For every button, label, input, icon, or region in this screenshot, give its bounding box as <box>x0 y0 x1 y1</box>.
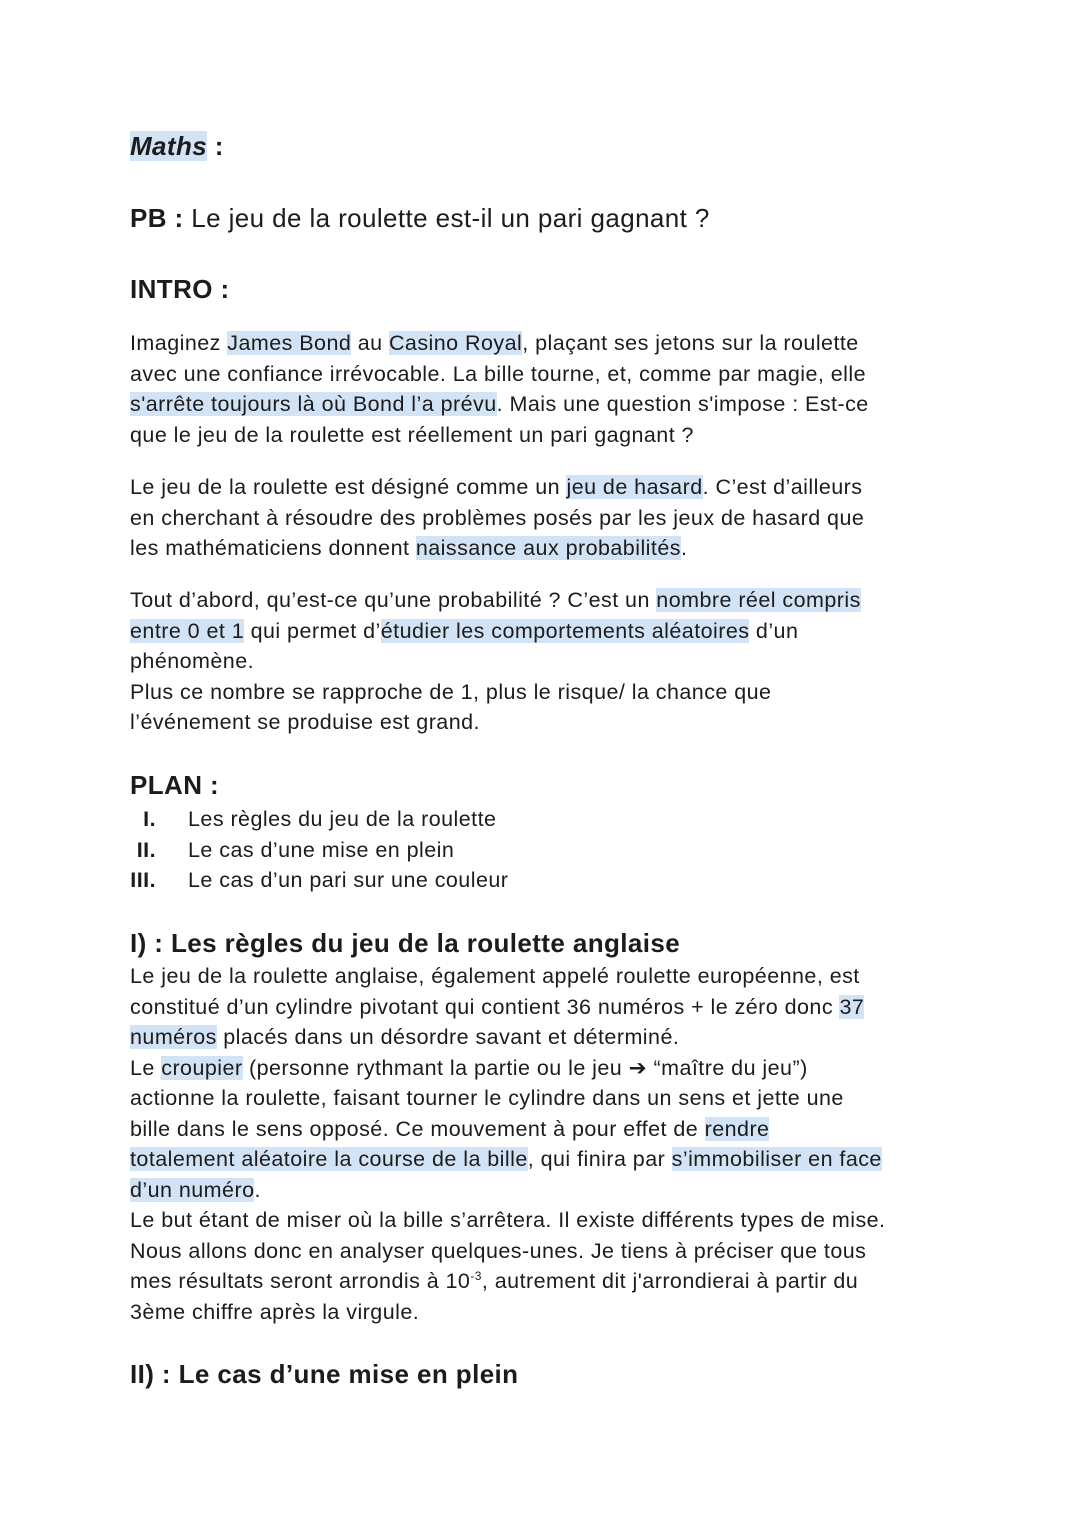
text-segment: (personne rythmant la partie ou le jeu ➔ “maître du jeu”) <box>242 1055 808 1080</box>
text-line <box>130 420 970 451</box>
highlighted-text: naissance aux probabilités <box>415 536 681 560</box>
text-segment: que le jeu de la roulette est réellement un pari gagnant ? <box>130 422 694 447</box>
text-segment: en cherchant à résoudre des problèmes posés par les jeux de hasard que <box>130 505 865 530</box>
text-segment: au <box>351 331 389 355</box>
highlighted-text: d’un numéro <box>130 1177 255 1202</box>
plan-item-number: III. <box>130 868 156 892</box>
highlighted-text: entre 0 et 1 <box>130 618 245 643</box>
text-line <box>130 359 970 390</box>
plan-item-label: Les règles du jeu de la roulette <box>188 807 497 831</box>
text-line <box>130 707 970 738</box>
highlighted-text: jeu de hasard <box>566 475 703 499</box>
pb-text: Le jeu de la roulette est-il un pari gagnant ? <box>183 203 710 233</box>
title-suffix: : <box>207 131 224 161</box>
highlighted-text: croupier <box>161 1055 243 1080</box>
text-segment: qui permet d’ <box>244 618 381 643</box>
superscript-text: -3 <box>470 1268 482 1283</box>
text-line <box>130 1205 970 1236</box>
text-line <box>130 1297 970 1328</box>
text-segment: l’événement se produise est grand. <box>130 710 480 734</box>
intro-paragraph-1 <box>130 328 970 450</box>
text-line <box>130 1083 970 1114</box>
text-line <box>130 616 970 647</box>
text-segment: . <box>680 536 688 560</box>
document-title <box>130 131 970 161</box>
highlighted-text: numéros <box>130 1025 217 1049</box>
intro-paragraph-2 <box>130 472 970 564</box>
plan-heading: PLAN : <box>130 770 220 800</box>
plan-item-number: I. <box>143 807 156 831</box>
intro-heading: INTRO : <box>130 274 230 304</box>
highlighted-text: s’immobiliser en face <box>671 1147 882 1171</box>
text-line <box>130 992 970 1023</box>
text-line <box>130 1022 970 1053</box>
text-line <box>130 677 970 708</box>
text-segment: Le jeu de la roulette anglaise, également appelé roulette européenne, est <box>130 964 860 988</box>
text-segment: Imaginez <box>130 331 228 355</box>
text-segment: placés dans un désordre savant et déterminé. <box>216 1025 680 1049</box>
text-line <box>130 1114 970 1145</box>
plan-item-number: II. <box>136 837 156 862</box>
highlighted-text: Casino Royal <box>388 331 523 355</box>
text-line <box>130 533 970 564</box>
text-line <box>130 1236 970 1267</box>
text-line <box>130 646 970 677</box>
text-line <box>130 389 970 420</box>
text-line <box>130 328 970 359</box>
highlighted-text: James Bond <box>227 331 352 355</box>
highlighted-text: rendre <box>704 1116 770 1141</box>
text-segment: Plus ce nombre se rapproche de 1, plus le risque/ la chance que <box>130 679 772 704</box>
text-segment: phénomène. <box>130 649 255 673</box>
section-1-body <box>130 961 970 1327</box>
text-segment: . C’est d’ailleurs <box>702 475 863 499</box>
text-line <box>130 1053 970 1084</box>
section-1-heading: I) : Les règles du jeu de la roulette anglaise <box>130 928 681 958</box>
text-segment: mes résultats seront arrondis à 10 <box>130 1269 471 1293</box>
text-segment: , autrement dit j'arrondierai à partir du <box>481 1269 859 1293</box>
text-segment: Le but étant de miser où la bille s’arrêtera. Il existe différents types de mise. <box>130 1208 886 1232</box>
text-segment: actionne la roulette, faisant tourner le cylindre dans un sens et jette une <box>130 1086 844 1110</box>
text-segment: Nous allons donc en analyser quelques-unes. Je tiens à préciser que tous <box>130 1238 867 1263</box>
plan-item <box>122 804 962 835</box>
section-2-heading: II) : Le cas d’une mise en plein <box>130 1359 519 1389</box>
problem-statement <box>130 203 970 233</box>
text-line <box>130 503 970 534</box>
plan-item-label: Le cas d’un pari sur une couleur <box>188 868 509 892</box>
highlighted-text: 37 <box>839 994 865 1019</box>
text-line <box>130 961 970 992</box>
text-segment: . Mais une question s'impose : Est-ce <box>496 392 869 416</box>
text-segment: . <box>254 1177 261 1202</box>
pb-label: PB : <box>130 203 184 233</box>
text-line <box>130 472 970 503</box>
text-line <box>130 1266 970 1297</box>
plan-item <box>122 835 962 866</box>
text-segment: d’un <box>749 618 799 643</box>
plan-item <box>122 865 962 896</box>
highlighted-text: étudier les comportements aléatoires <box>380 618 750 643</box>
text-segment: Tout d’abord, qu’est-ce qu’une probabilité ? C’est un <box>130 588 657 612</box>
text-segment: avec une confiance irrévocable. La bille tourne, et, comme par magie, elle <box>130 361 867 386</box>
text-segment: Le jeu de la roulette est désigné comme un <box>130 475 567 499</box>
text-segment: , plaçant ses jetons sur la roulette <box>522 331 859 355</box>
title-text: Maths <box>130 131 208 161</box>
plan-item-label: Le cas d’une mise en plein <box>188 837 455 862</box>
text-line <box>130 585 970 616</box>
highlighted-text: nombre réel compris <box>656 588 861 612</box>
text-line <box>130 1175 970 1206</box>
intro-paragraph-3 <box>130 585 970 738</box>
text-line <box>130 1144 970 1175</box>
text-segment: 3ème chiffre après la virgule. <box>130 1299 420 1324</box>
text-segment: les mathématiciens donnent <box>130 536 416 560</box>
text-segment: Le <box>130 1055 162 1080</box>
plan-list <box>122 804 962 896</box>
highlighted-text: s'arrête toujours là où Bond l’a prévu <box>130 392 497 416</box>
text-segment: , qui finira par <box>527 1147 672 1171</box>
highlighted-text: totalement aléatoire la course de la bille <box>130 1147 528 1171</box>
text-segment: bille dans le sens opposé. Ce mouvement à pour effet de <box>130 1116 705 1141</box>
text-segment: constitué d’un cylindre pivotant qui contient 36 numéros + le zéro donc <box>130 994 840 1019</box>
